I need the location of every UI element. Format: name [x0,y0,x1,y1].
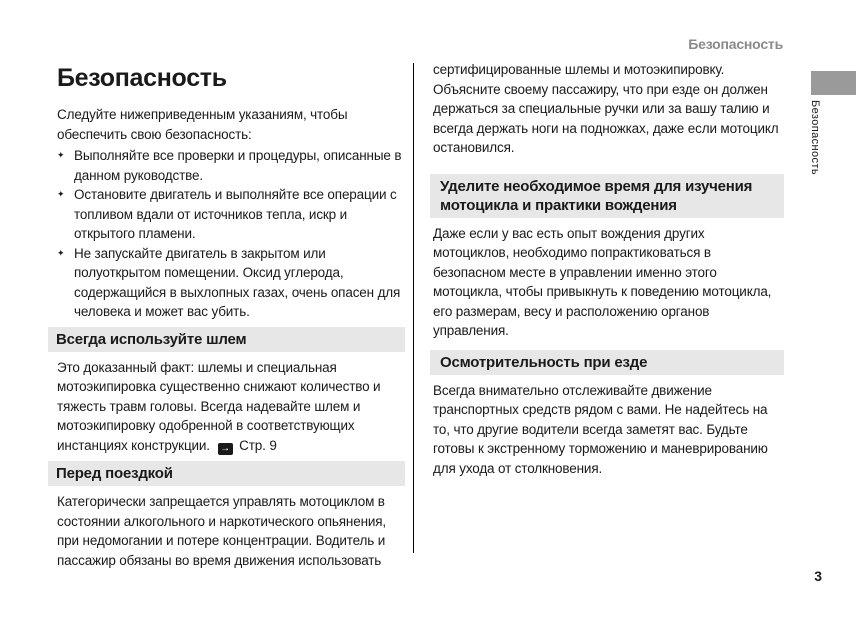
page-ref-arrow-icon [218,443,233,455]
bullet-text: Остановите двигатель и выполняйте все операции с топливом вдали от источников тепла, искр и открытого пламени. [74,187,397,241]
chapter-tab-marker [811,71,856,95]
section-heading-before-ride: Перед поездкой [48,461,405,486]
bullet-text: Не запускайте двигатель в закрытом или полуоткрытом помещении. Оксид углерода, содержащийся в выхлопных газах, очень опасен для человека и может вас убить. [74,245,401,319]
running-header: Безопасность [688,36,783,52]
section-body-practice: Даже если у вас есть опыт вождения других мотоциклов, необходимо попрактиковаться в безопасном месте в управлении именно этого мотоцикла, чтобы привыкнуть к поведению мотоцикла, его размерам, весу и расположению органов управления. [433,225,772,338]
section-body-text: Это доказанный факт: шлемы и специальная мотоэкипировка существенно снижают количество и тяжесть травм головы. Всегда надевайте шлем и мотоэкипировку одобренной в соответствующих инстанциях конструкции. [57,359,381,453]
page-title: Безопасность [57,64,227,92]
section-body-before-ride: Категорически запрещается управлять мотоциклом в состоянии алкогольного и наркотического опьянения, при недомогании и потере концентрации. Водитель и пассажир обязаны во время движения использовать [57,494,387,568]
left-column [48,64,405,570]
intro-paragraph: Следуйте нижеприведенным указаниям, чтобы обеспечить свою безопасность: [57,107,348,142]
list-item [57,244,405,322]
section-body-awareness: Всегда внимательно отслеживайте движение транспортных средств рядом с вами. Не надейтесь на то, что другие водители всегда заметят вас. Будьте готовы к экстренному торможению и маневрированию для ухода от столкновения. [433,382,768,476]
bullet-icon: ✦ [57,247,65,258]
safety-bullet-list [57,146,405,322]
chapter-tab-label: Безопасность [809,100,821,175]
continuation-paragraph: сертифицированные шлемы и мотоэкипировку. Объясните своему пассажиру, что при езде он должен держаться за специальные ручки или за вашу талию и всегда держать ноги на подножках, даже если мотоцикл остановился. [433,62,779,155]
section-body-helmet [57,358,405,456]
section-heading-awareness: Осмотрительность при езде [430,350,784,375]
section-heading-practice: Уделите необходимое время для изучения мотоцикла и практики вождения [430,174,784,218]
list-item [57,146,405,185]
section-heading-helmet: Всегда используйте шлем [48,327,405,352]
right-column [430,60,784,478]
bullet-text: Выполняйте все проверки и процедуры, описанные в данном руководстве. [74,148,402,183]
bullet-icon: ✦ [57,150,65,160]
list-item [57,185,405,244]
page-number: 3 [814,568,822,584]
arrow-glyph: → [220,442,230,454]
page-ref-link: Стр. 9 [239,437,277,453]
column-divider [413,63,414,553]
bullet-icon: ✦ [57,189,65,199]
